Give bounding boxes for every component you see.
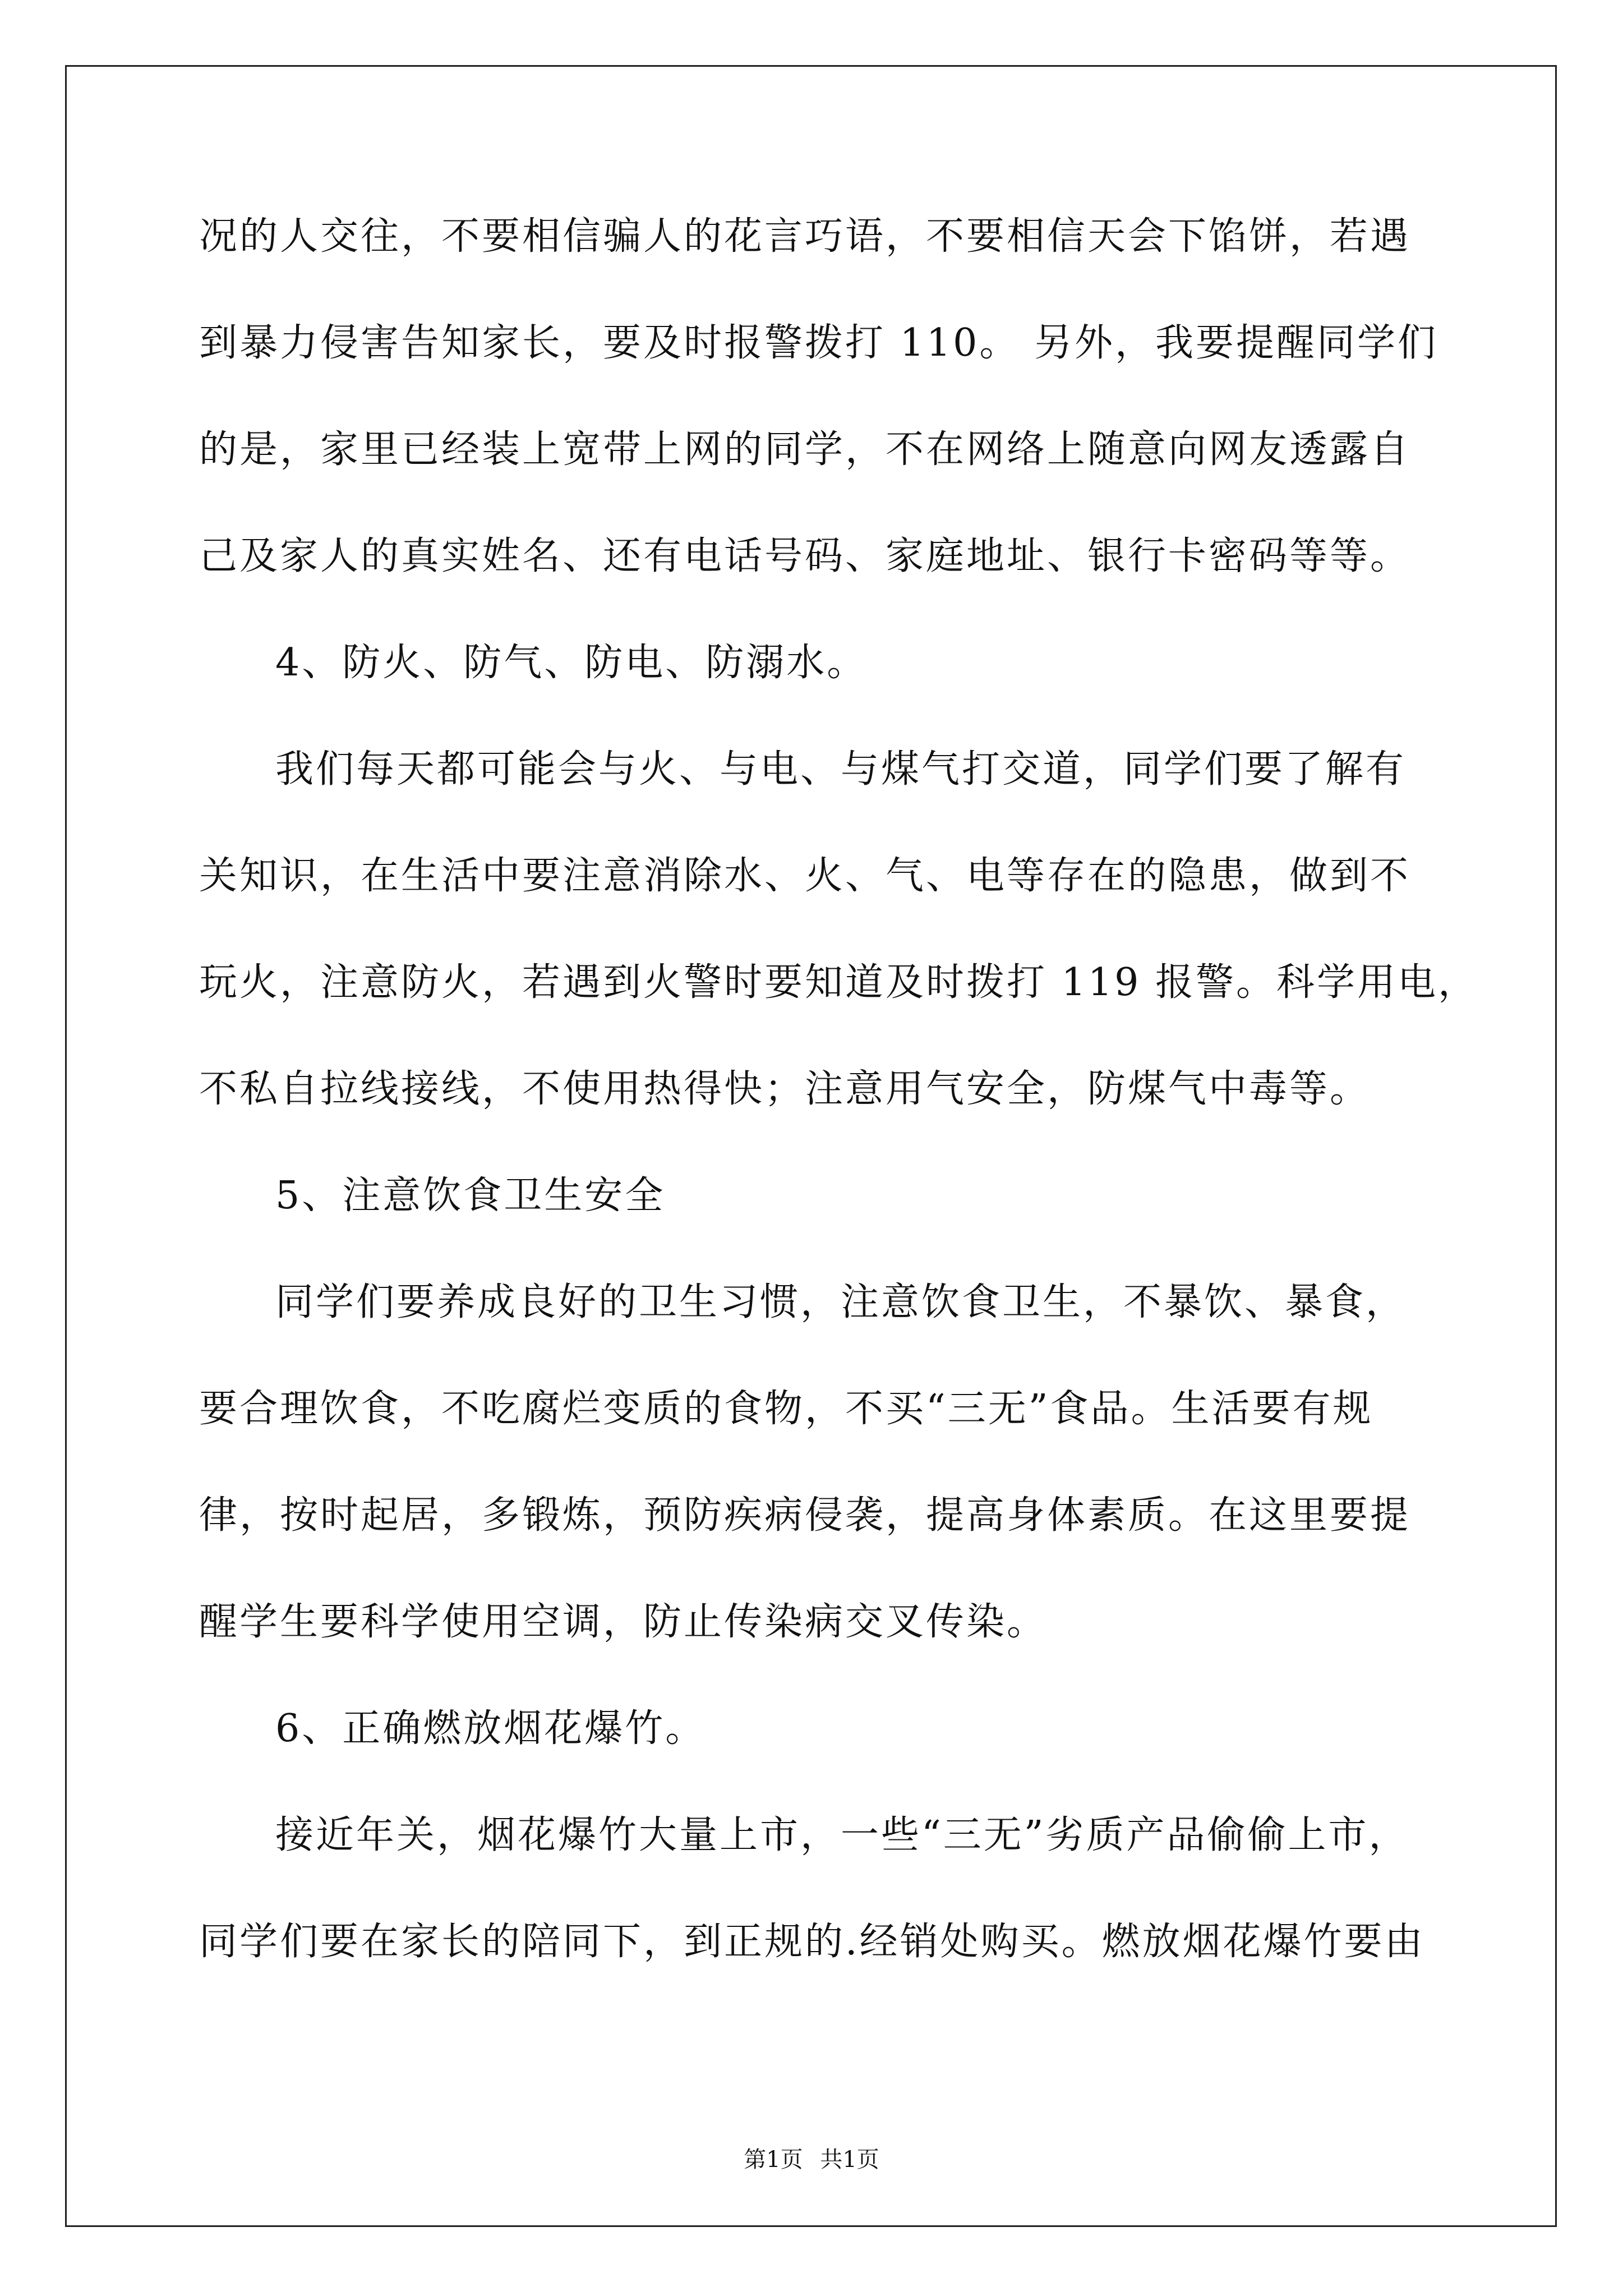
section-heading: 5、注意饮食卫生安全 — [275, 1174, 666, 1218]
page-border — [65, 65, 1557, 2227]
text-line: 接近年关，烟花爆竹大量上市，一些“三无”劣质产品偷偷上市， — [275, 1813, 1409, 1857]
text-line: 律，按时起居，多锻炼，预防疾病侵袭，提高身体素质。在这里要提 — [199, 1493, 1411, 1538]
text-line: 玩火，注意防火，若遇到火警时要知道及时拨打 119 报警。科学用电， — [199, 960, 1479, 1005]
text-line: 我们每天都可能会与火、与电、与煤气打交道，同学们要了解有 — [275, 747, 1407, 792]
text-line: 同学们要养成良好的卫生习惯，注意饮食卫生，不暴饮、暴食， — [275, 1280, 1407, 1324]
text-line: 的是，家里已经装上宽带上网的同学，不在网络上随意向网友透露自 — [199, 427, 1411, 472]
page-footer: 第1页 共1页 — [744, 2147, 879, 2173]
text-line: 不私自拉线接线，不使用热得快；注意用气安全，防煤气中毒等。 — [199, 1067, 1371, 1111]
text-line: 况的人交往，不要相信骗人的花言巧语，不要相信天会下馅饼，若遇 — [199, 214, 1411, 259]
section-heading: 6、正确燃放烟花爆竹。 — [275, 1706, 706, 1751]
text-line: 关知识，在生活中要注意消除水、火、气、电等存在的隐患，做到不 — [199, 854, 1411, 898]
text-line: 己及家人的真实姓名、还有电话号码、家庭地址、银行卡密码等等。 — [199, 534, 1411, 578]
text-line: 要合理饮食，不吃腐烂变质的食物，不买“三无”食品。生活要有规 — [199, 1387, 1373, 1431]
section-heading: 4、防火、防气、防电、防溺水。 — [275, 641, 868, 685]
text-line: 醒学生要科学使用空调，防止传染病交叉传染。 — [199, 1600, 1048, 1644]
text-line: 同学们要在家长的陪同下，到正规的.经销处购买。燃放烟花爆竹要由 — [199, 1920, 1425, 1964]
text-line: 到暴力侵害告知家长，要及时报警拨打 110。 另外，我要提醒同学们 — [199, 321, 1438, 365]
